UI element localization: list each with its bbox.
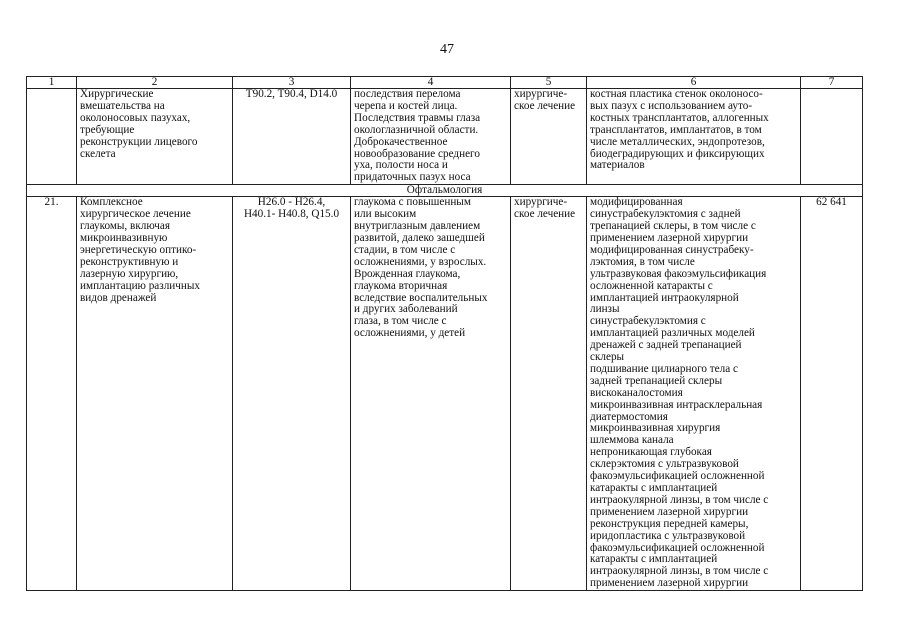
column-header: 7 (801, 77, 863, 89)
treatment-type-cell: хирургиче- ское лечение (511, 197, 587, 591)
section-row (27, 185, 863, 197)
section-title: Офтальмология (27, 185, 863, 197)
icd-code-cell: H26.0 - H26.4, H40.1- H40.8, Q15.0 (233, 197, 351, 591)
row-number-cell (27, 89, 77, 185)
table-row (27, 197, 863, 591)
column-header: 6 (587, 77, 801, 89)
icd-code-cell: T90.2, T90.4, D14.0 (233, 89, 351, 185)
table-header-row (27, 77, 863, 89)
column-header: 3 (233, 77, 351, 89)
intervention-name-cell: Комплексное хирургическое лечение глаукомы, включая микроинвазивную энергетическую оптико- реконструктивную и лазерную хирургию, имплантацию различных видов дренажей (77, 197, 233, 591)
cost-cell: 62 641 (801, 197, 863, 591)
column-header: 1 (27, 77, 77, 89)
column-header: 2 (77, 77, 233, 89)
page-number: 47 (440, 42, 454, 57)
treatment-type-cell: хирургиче- ское лечение (511, 89, 587, 185)
intervention-name-cell: Хирургические вмешательства на околоносовых пазухах, требующие реконструкции лицевого скелета (77, 89, 233, 185)
column-header: 5 (511, 77, 587, 89)
method-cell: модифицированная синустрабекулэктомия с задней трепанацией склеры, в том числе с применением лазерной хирургии модифицированная синустрабеку- лэктомия, в том числе ультразвуковая факоэмульсификация осложненной катаракты с имплантацией интраокулярной линзы синустрабекулэктомия с имплантацией различных моделей дренажей с задней трепанацией склеры подшивание цилиарного тела с задней трепанацией склеры вискоканалостомия микроинвазивная интрасклеральная диатермостомия микроинвазивная хирургия шлеммова канала непроникающая глубокая склерэктомия с ультразвуковой факоэмульсификацией осложненной катаракты с имплантацией интраокулярной линзы, в том числе с применением лазерной хирургии реконструкция передней камеры, иридопластика с ультразвуковой факоэмульсификацией осложненной катаракты с имплантацией интраокулярной линзы, в том числе с применением лазерной хирургии (587, 197, 801, 591)
method-cell: костная пластика стенок околоносо- вых пазух с использованием ауто- костных трансплантатов, аллогенных трансплантатов, имплантатов, в том числе металлических, эндопротезов, биодеградирующих и фиксирующих материалов (587, 89, 801, 185)
cost-cell (801, 89, 863, 185)
diagnosis-cell: последствия перелома черепа и костей лица. Последствия травмы глаза окологлазничной области. Доброкачественное новообразование среднего уха, полости носа и придаточных пазух носа (351, 89, 511, 185)
column-header: 4 (351, 77, 511, 89)
diagnosis-cell: глаукома с повышенным или высоким внутриглазным давлением развитой, далеко зашедшей стадии, в том числе с осложнениями, у взрослых. Врожденная глаукома, глаукома вторичная вследствие воспалительных и других заболеваний глаза, в том числе с осложнениями, у детей (351, 197, 511, 591)
row-number-cell: 21. (27, 197, 77, 591)
table-row (27, 89, 863, 185)
procedures-table (26, 76, 863, 591)
